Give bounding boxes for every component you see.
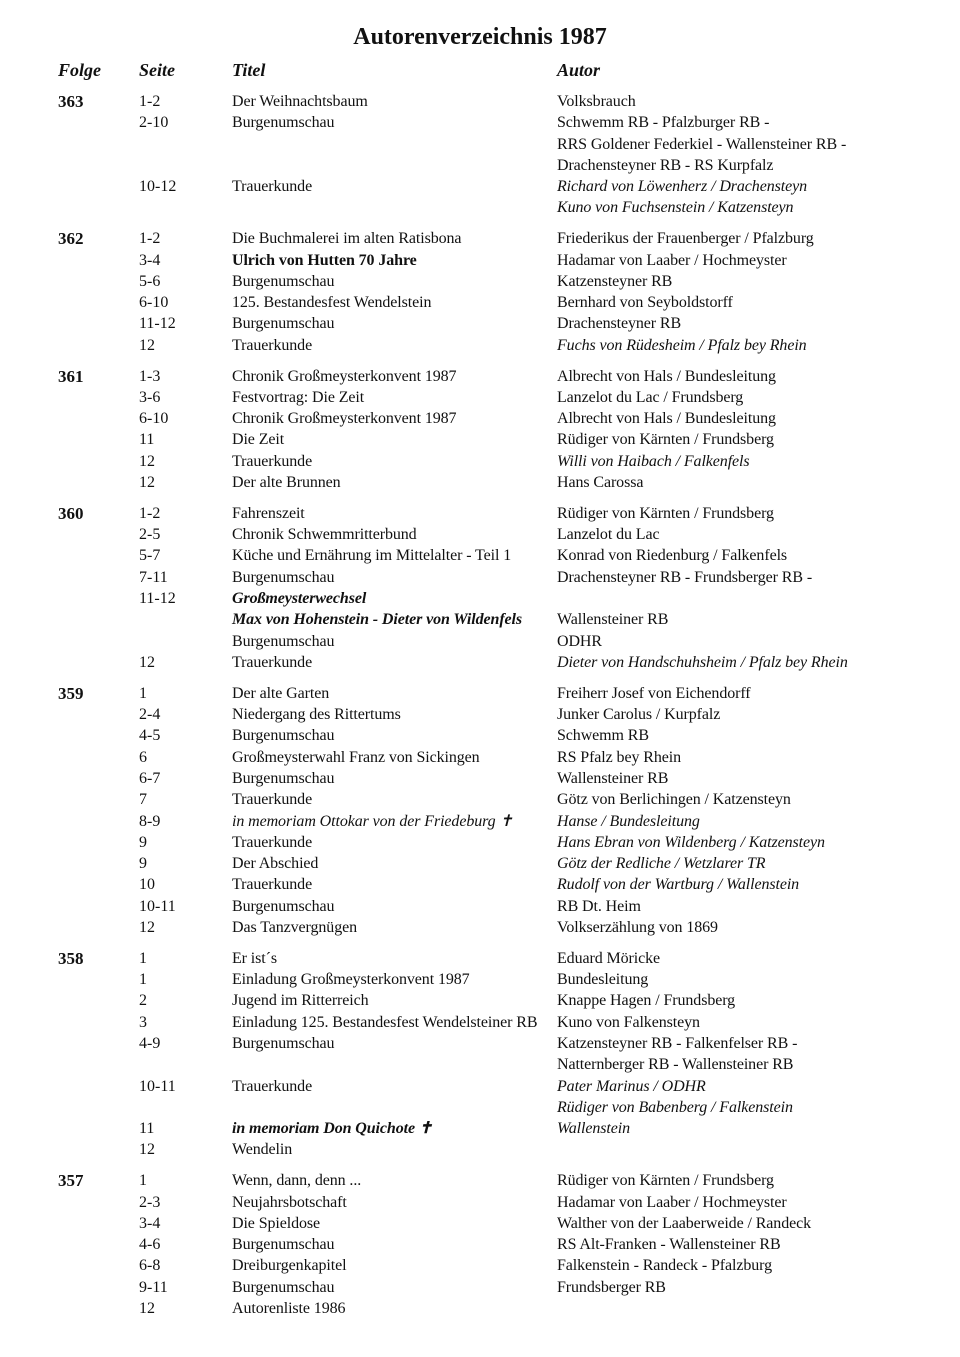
issue-section <box>0 1170 960 1319</box>
issue-section <box>0 228 960 356</box>
article-title: Trauerkunde <box>232 791 313 809</box>
table-row <box>0 1033 960 1054</box>
article-title: Trauerkunde <box>232 653 313 671</box>
article-author: Natternberger RB - Wallensteiner RB <box>557 1056 794 1074</box>
table-row <box>0 155 960 176</box>
issue-section <box>0 503 960 673</box>
page-range: 9 <box>139 855 147 873</box>
article-title: Burgenumschau <box>232 568 335 586</box>
article-title: in memoriam Ottokar von der Friedeburg ✝ <box>232 812 513 830</box>
article-title: Festvortrag: Die Zeit <box>232 388 365 406</box>
table-row <box>0 91 960 112</box>
page-range: 9 <box>139 833 147 851</box>
issue-number: 358 <box>58 948 84 968</box>
header-folge: Folge <box>58 60 101 80</box>
page-range: 12 <box>139 336 155 354</box>
page-range: 10-12 <box>139 178 177 196</box>
article-author: Bernhard von Seyboldstorff <box>557 294 733 312</box>
article-author: Rüdiger von Kärnten / Frundsberg <box>557 1172 774 1190</box>
page-range: 10-11 <box>139 897 176 915</box>
article-title: Die Zeit <box>232 431 285 449</box>
table-row <box>0 429 960 450</box>
table-row <box>0 335 960 356</box>
issue-section <box>0 91 960 219</box>
issue-number: 359 <box>58 683 84 703</box>
table-row <box>0 747 960 768</box>
page-range: 11 <box>139 1120 155 1138</box>
table-row <box>0 1097 960 1118</box>
page-range: 12 <box>139 918 155 936</box>
article-author: Albrecht von Hals / Bundesleitung <box>557 410 776 428</box>
article-title: in memoriam Don Quichote ✝ <box>232 1120 433 1138</box>
table-row <box>0 1298 960 1319</box>
article-author: Walther von der Laaberweide / Randeck <box>557 1214 812 1232</box>
page-range: 12 <box>139 653 155 671</box>
table-row <box>0 1234 960 1255</box>
page-range: 12 <box>139 452 155 470</box>
article-author: ODHR <box>557 632 602 650</box>
table-row <box>0 1118 960 1139</box>
page-range: 12 <box>139 474 155 492</box>
article-title: Er ist´s <box>232 949 277 967</box>
article-title: Burgenumschau <box>232 1034 335 1052</box>
article-title: Burgenumschau <box>232 272 335 290</box>
page-range: 1 <box>139 684 147 702</box>
article-title: Burgenumschau <box>232 897 335 915</box>
table-row <box>0 990 960 1011</box>
article-title: Fahrenszeit <box>232 504 305 522</box>
table-row <box>0 609 960 630</box>
article-title: Neujahrsbotschaft <box>232 1193 347 1211</box>
article-author: Pater Marinus / ODHR <box>557 1077 706 1095</box>
table-row <box>0 228 960 249</box>
table-row <box>0 969 960 990</box>
page-range: 6-8 <box>139 1257 161 1275</box>
article-author: Kuno von Falkensteyn <box>557 1013 700 1031</box>
issue-number: 361 <box>58 366 84 386</box>
page-range: 3-4 <box>139 251 161 269</box>
table-row <box>0 832 960 853</box>
article-author: Drachensteyner RB <box>557 315 682 333</box>
issue-section <box>0 366 960 494</box>
article-author: Schwemm RB - Pfalzburger RB - <box>557 114 770 132</box>
article-title: Burgenumschau <box>232 315 335 333</box>
table-row <box>0 197 960 218</box>
article-author: Falkenstein - Randeck - Pfalzburg <box>557 1257 773 1275</box>
article-title: Küche und Ernährung im Mittelalter - Teil 1 <box>232 547 512 565</box>
article-author: Wallensteiner RB <box>557 769 669 787</box>
article-author: Richard von Löwenherz / Drachensteyn <box>557 178 807 196</box>
issue-number: 363 <box>58 92 84 111</box>
page-range: 2-3 <box>139 1193 161 1211</box>
article-title: Chronik Großmeysterkonvent 1987 <box>232 367 457 385</box>
table-row <box>0 1192 960 1213</box>
table-row <box>0 725 960 746</box>
article-author: Hadamar von Laaber / Hochmeyster <box>557 1193 787 1211</box>
article-author: Wallenstein <box>557 1120 630 1138</box>
article-author: Knappe Hagen / Frundsberg <box>557 992 736 1010</box>
article-title: Chronik Großmeysterkonvent 1987 <box>232 410 457 428</box>
page-range: 10-11 <box>139 1077 176 1095</box>
index-table <box>0 91 960 1329</box>
article-author: Hadamar von Laaber / Hochmeyster <box>557 251 787 269</box>
article-title: Trauerkunde <box>232 1077 313 1095</box>
table-row <box>0 1076 960 1097</box>
article-author: Rüdiger von Kärnten / Frundsberg <box>557 431 774 449</box>
table-row <box>0 472 960 493</box>
article-author: Freiherr Josef von Eichendorff <box>557 684 751 702</box>
article-author: Junker Carolus / Kurpfalz <box>557 706 721 724</box>
page-title: Autorenverzeichnis 1987 <box>353 24 607 50</box>
table-row <box>0 683 960 704</box>
table-row <box>0 704 960 725</box>
page-range: 12 <box>139 1300 155 1318</box>
article-author: RS Alt-Franken - Wallensteiner RB <box>557 1236 781 1254</box>
article-author: Volkserzählung von 1869 <box>557 918 718 936</box>
article-title: Burgenumschau <box>232 114 335 132</box>
table-row <box>0 948 960 969</box>
table-row <box>0 567 960 588</box>
issue-number: 362 <box>58 229 84 249</box>
article-author: Rudolf von der Wartburg / Wallenstein <box>557 876 800 894</box>
issue-number: 360 <box>58 503 84 523</box>
article-title: Trauerkunde <box>232 452 313 470</box>
table-row <box>0 134 960 155</box>
article-title: Burgenumschau <box>232 769 335 787</box>
article-title: Trauerkunde <box>232 876 313 894</box>
article-title: Autorenliste 1986 <box>232 1300 346 1318</box>
table-row <box>0 631 960 652</box>
page-range: 4-5 <box>139 727 161 745</box>
article-author: Kuno von Fuchsenstein / Katzensteyn <box>557 199 794 217</box>
article-title: Jugend im Ritterreich <box>232 992 369 1010</box>
article-title: Der Weihnachtsbaum <box>232 93 368 110</box>
article-author: Hanse / Bundesleitung <box>557 812 700 830</box>
article-title: Trauerkunde <box>232 336 313 354</box>
page-range: 4-9 <box>139 1034 161 1052</box>
article-author: Drachensteyner RB - Frundsberger RB - <box>557 568 813 586</box>
article-author: Drachensteyner RB - RS Kurpfalz <box>557 156 774 174</box>
table-row <box>0 588 960 609</box>
table-row <box>0 366 960 387</box>
page-range: 10 <box>139 876 155 894</box>
article-author: Willi von Haibach / Falkenfels <box>557 452 750 470</box>
page-range: 6-10 <box>139 410 169 428</box>
table-row <box>0 789 960 810</box>
page-range: 5-7 <box>139 547 161 565</box>
page-range: 12 <box>139 1141 155 1159</box>
page-range: 1-3 <box>139 367 161 385</box>
article-author: Rüdiger von Kärnten / Frundsberg <box>557 504 774 522</box>
article-title: Burgenumschau <box>232 1278 335 1296</box>
article-title: Wendelin <box>232 1141 293 1159</box>
article-title: Das Tanzvergnügen <box>232 918 357 936</box>
article-author: Frundsberger RB <box>557 1278 666 1296</box>
issue-section <box>0 948 960 1161</box>
article-title: Einladung 125. Bestandesfest Wendelsteiner RB <box>232 1013 538 1031</box>
page-range: 11 <box>139 431 155 449</box>
article-title: Einladung Großmeysterkonvent 1987 <box>232 971 470 989</box>
table-row <box>0 1012 960 1033</box>
header-seite: Seite <box>139 60 175 80</box>
page-range: 2 <box>139 992 147 1010</box>
page-range: 2-10 <box>139 114 169 132</box>
article-title: Ulrich von Hutten 70 Jahre <box>232 251 417 269</box>
table-row <box>0 1213 960 1234</box>
table-row <box>0 524 960 545</box>
article-author: Rüdiger von Babenberg / Falkenstein <box>557 1098 793 1116</box>
article-title: Die Buchmalerei im alten Ratisbona <box>232 230 462 248</box>
article-title: Der Abschied <box>232 855 319 873</box>
page-range: 3 <box>139 1013 147 1031</box>
table-row <box>0 387 960 408</box>
page-range: 3-4 <box>139 1214 161 1232</box>
page-range: 9-11 <box>139 1278 168 1296</box>
article-title: Burgenumschau <box>232 727 335 745</box>
page-range: 1 <box>139 949 147 967</box>
table-row <box>0 811 960 832</box>
article-title: Max von Hohenstein - Dieter von Wildenfels <box>232 611 523 629</box>
page-range: 5-6 <box>139 272 161 290</box>
article-title: Chronik Schwemmritterbund <box>232 526 417 544</box>
article-author: Lanzelot du Lac <box>557 526 660 544</box>
issue-number: 357 <box>58 1171 84 1191</box>
table-row <box>0 313 960 334</box>
article-author: RB Dt. Heim <box>557 897 641 915</box>
page-range: 1-2 <box>139 230 161 248</box>
issue-section <box>0 683 960 939</box>
article-author: Hans Carossa <box>557 474 644 492</box>
page-range: 1 <box>139 971 147 989</box>
page-range: 6-10 <box>139 294 169 312</box>
page-range: 1 <box>139 1172 147 1190</box>
article-title: Trauerkunde <box>232 178 313 196</box>
article-author: Dieter von Handschuhsheim / Pfalz bey Rhein <box>557 653 848 671</box>
article-title: Trauerkunde <box>232 833 313 851</box>
article-author: Götz von Berlichingen / Katzensteyn <box>557 791 791 809</box>
table-row <box>0 408 960 429</box>
article-author: Albrecht von Hals / Bundesleitung <box>557 367 776 385</box>
table-row <box>0 503 960 524</box>
article-author: RRS Goldener Federkiel - Wallensteiner RB - <box>557 135 847 153</box>
article-author: Fuchs von Rüdesheim / Pfalz bey Rhein <box>557 336 807 354</box>
article-author: RS Pfalz bey Rhein <box>557 748 681 766</box>
table-row <box>0 896 960 917</box>
article-title: Der alte Garten <box>232 684 330 702</box>
table-row <box>0 652 960 673</box>
article-author: Schwemm RB <box>557 727 649 745</box>
table-row <box>0 1139 960 1160</box>
article-title: Niedergang des Rittertums <box>232 706 401 724</box>
table-row <box>0 874 960 895</box>
page-range: 2-5 <box>139 526 161 544</box>
table-row <box>0 1277 960 1298</box>
table-row <box>0 545 960 566</box>
page-range: 2-4 <box>139 706 161 724</box>
article-author: Wallensteiner RB <box>557 611 669 629</box>
article-title: Burgenumschau <box>232 1236 335 1254</box>
page-range: 3-6 <box>139 388 161 406</box>
article-title: 125. Bestandesfest Wendelstein <box>232 294 432 312</box>
table-row <box>0 1255 960 1276</box>
page-range: 7-11 <box>139 568 168 586</box>
table-row <box>0 271 960 292</box>
article-title: Großmeysterwahl Franz von Sickingen <box>232 748 480 766</box>
table-row <box>0 112 960 133</box>
header-autor: Autor <box>557 60 601 80</box>
table-row <box>0 292 960 313</box>
table-row <box>0 1170 960 1191</box>
page-range: 1-2 <box>139 93 161 110</box>
article-title: Großmeysterwechsel <box>232 590 367 608</box>
page-range: 6-7 <box>139 769 161 787</box>
article-author: Götz der Redliche / Wetzlarer TR <box>557 855 766 873</box>
article-author: Katzensteyner RB - Falkenfelser RB - <box>557 1034 798 1052</box>
article-title: Dreiburgenkapitel <box>232 1257 347 1275</box>
page-range: 4-6 <box>139 1236 161 1254</box>
table-row <box>0 768 960 789</box>
table-row <box>0 451 960 472</box>
page-range: 1-2 <box>139 504 161 522</box>
article-author: Bundesleitung <box>557 971 649 989</box>
table-row <box>0 853 960 874</box>
article-author: Hans Ebran von Wildenberg / Katzensteyn <box>557 833 825 851</box>
article-title: Burgenumschau <box>232 632 335 650</box>
article-title: Wenn, dann, denn ... <box>232 1172 362 1190</box>
article-title: Die Spieldose <box>232 1214 321 1232</box>
article-author: Friederikus der Frauenberger / Pfalzburg <box>557 230 814 248</box>
page-range: 6 <box>139 748 147 766</box>
article-title: Der alte Brunnen <box>232 474 341 492</box>
page-range: 11-12 <box>139 590 176 608</box>
header-titel: Titel <box>232 60 266 80</box>
article-author: Konrad von Riedenburg / Falkenfels <box>557 547 788 565</box>
table-row <box>0 1054 960 1075</box>
article-author: Eduard Möricke <box>557 949 661 967</box>
page-range: 11-12 <box>139 315 176 333</box>
article-author: Volksbrauch <box>557 93 636 110</box>
page-range: 7 <box>139 791 147 809</box>
table-row <box>0 917 960 938</box>
table-row <box>0 176 960 197</box>
article-author: Katzensteyner RB <box>557 272 673 290</box>
article-author: Lanzelot du Lac / Frundsberg <box>557 388 744 406</box>
table-row <box>0 250 960 271</box>
page-range: 8-9 <box>139 812 161 830</box>
